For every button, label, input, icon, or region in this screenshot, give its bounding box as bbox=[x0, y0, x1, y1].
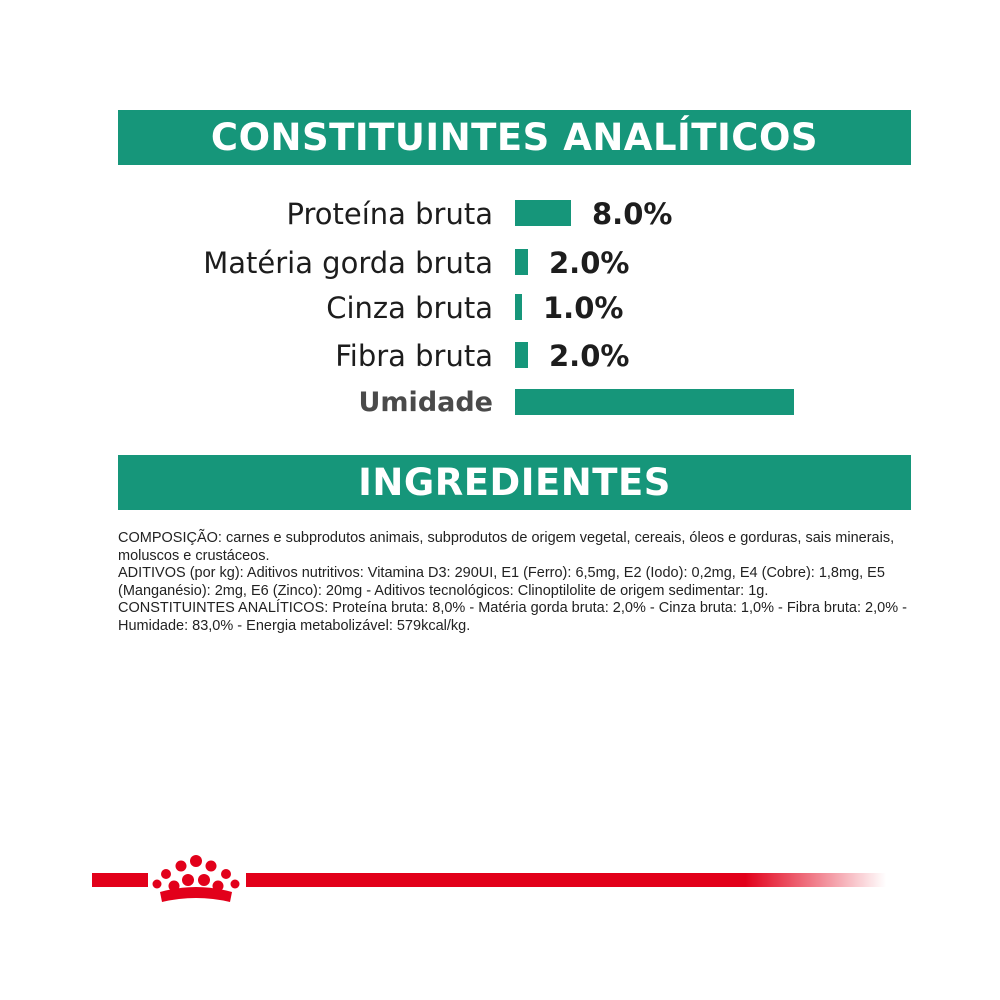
additives-paragraph: ADITIVOS (por kg): Aditivos nutritivos: Vitamina D3: 290UI, E1 (Ferro): 6,5mg, E2 (Iodo): 0,2mg, E4 (Cobre): 1,8mg, E5 (Manganésio): 2mg, E6 (Zinco): 20mg - Aditivos tecnológicos: Clinoptilolite de origem sedimentar: 1g. bbox=[118, 565, 885, 599]
nutrient-value: 2.0% bbox=[549, 339, 630, 373]
nutrient-row-protein bbox=[0, 192, 1000, 236]
brand-line-right bbox=[246, 873, 886, 887]
crown-icon bbox=[150, 852, 242, 904]
nutrient-label: Matéria gorda bruta bbox=[203, 246, 493, 280]
nutrient-bar bbox=[515, 294, 522, 320]
ingredients-text bbox=[118, 530, 913, 635]
analytical-constituents-header bbox=[118, 110, 911, 165]
analytical-constituents-title: CONSTITUINTES ANALÍTICOS bbox=[210, 116, 819, 159]
nutrient-bar bbox=[515, 200, 571, 226]
nutrient-row-fat bbox=[0, 241, 1000, 285]
nutrient-label: Proteína bruta bbox=[286, 197, 493, 231]
nutrient-value: 8.0% bbox=[592, 197, 673, 231]
composition-paragraph: COMPOSIÇÃO: carnes e subprodutos animais, subprodutos de origem vegetal, cereais, óleos e gorduras, sais minerais, moluscos e crustáceos. bbox=[118, 530, 895, 564]
nutrient-row-ash bbox=[0, 286, 1000, 330]
brand-line-left bbox=[92, 873, 148, 887]
nutrient-row-fiber bbox=[0, 334, 1000, 378]
ingredients-header bbox=[118, 455, 911, 510]
nutrient-bar bbox=[515, 389, 794, 415]
nutrient-bar bbox=[515, 342, 528, 368]
analytical-paragraph: CONSTITUINTES ANALÍTICOS: Proteína bruta: 8,0% - Matéria gorda bruta: 2,0% - Cinza bruta: 1,0% - Fibra bruta: 2,0% - Humidade: 83,0% - Energia metabolizável: 579kcal/kg. bbox=[118, 600, 907, 634]
nutrient-label: Cinza bruta bbox=[326, 291, 493, 325]
nutrient-label: Umidade bbox=[358, 387, 493, 418]
nutrient-value: 2.0% bbox=[549, 246, 630, 280]
ingredients-title: INGREDIENTES bbox=[358, 461, 671, 504]
nutrient-row-moisture bbox=[0, 381, 1000, 425]
nutrient-bar bbox=[515, 249, 528, 275]
nutrient-value: 1.0% bbox=[543, 291, 624, 325]
nutrient-label: Fibra bruta bbox=[335, 339, 493, 373]
